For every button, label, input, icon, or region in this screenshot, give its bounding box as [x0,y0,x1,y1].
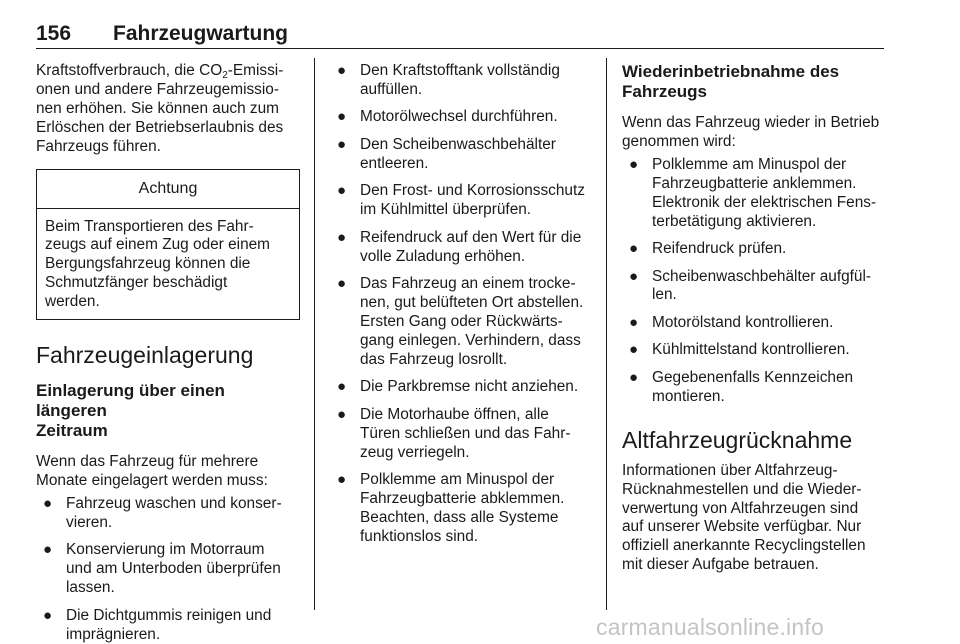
list-item: ● Reifendruck auf den Wert für die volle Zuladung erhöhen. [337,228,582,265]
bullet-icon: ● [337,228,347,246]
list-item: ● Die Dichtgummis reinigen und imprägnieren. [43,606,272,643]
bullet-icon: ● [629,267,639,285]
list-item: ● Das Fahrzeug an einem trocke- nen, gut belüfteten Ort abstellen. Ersten Gang oder Rückwärts- gang einlegen. Verhindern, dass das Fahrzeug losrollt. [337,275,584,368]
bullet-icon: ● [337,108,347,126]
bullet-icon: ● [629,341,639,359]
list-item: ● Den Kraftstofftank vollständig auffüllen. [337,62,560,98]
recommissioning-list [622,156,888,407]
column-divider [314,58,315,610]
recommissioning-intro: Wenn das Fahrzeug wieder in Betrieb genommen wird: [622,114,880,150]
column-middle [330,62,594,547]
warning-text: Beim Transportieren des Fahr- zeugs auf einem Zug oder einem Bergungsfahrzeug können die Schmutzfänger beschädigt werden. [45,217,271,311]
section-heading-storage: Fahrzeugeinlagerung [36,342,254,369]
list-item: ● Polklemme am Minuspol der Fahrzeugbatterie abklemmen. Beachten, dass alle Systeme funktionslos sind. [337,471,565,545]
column-divider [606,58,607,610]
list-item: ● Fahrzeug waschen und konser- vieren. [43,494,282,531]
warning-title: Achtung [37,170,299,209]
bullet-icon: ● [43,606,53,624]
list-item: ● Den Frost- und Korrosionsschutz im Kühlmittel überprüfen. [337,182,585,219]
column-right [622,62,888,575]
list-item: ● Reifendruck prüfen. [629,240,787,258]
subscript-two: 2 [222,70,228,81]
page-number: 156 [36,22,72,45]
bullet-icon: ● [629,240,639,258]
page-header [36,20,884,49]
bullet-icon: ● [337,62,347,79]
storage-list [36,495,300,644]
list-item: ● Die Parkbremse nicht anziehen. [337,378,579,396]
list-item: ● Motorölstand kontrollieren. [629,313,834,331]
storage-intro: Wenn das Fahrzeug für mehrere Monate eingelagert werden muss: [36,453,268,489]
subheading-long-term-storage: Einlagerung über einen längeren Zeitraum [36,381,225,441]
column-left [36,62,300,644]
subheading-recommissioning: Wiederinbetriebnahme des Fahrzeugs [622,62,840,101]
takeback-paragraph: Informationen über Altfahrzeug- Rücknahmestellen und die Wieder- verwertung von Altfahrzeugen sind auf unserer Website verfügbar. Nur offiziell anerkannte Recyclingstellen mit dieser Aufgabe betrauen. [622,461,866,574]
running-title: Fahrzeugwartung [113,22,289,45]
bullet-icon: ● [337,275,347,293]
bullet-icon: ● [337,182,347,200]
list-item: ● Konservierung im Motorraum und am Unterboden überprüfen lassen. [43,541,281,597]
bullet-icon: ● [629,368,639,386]
bullet-icon: ● [337,378,347,396]
bullet-icon: ● [337,405,347,423]
section-heading-vehicle-takeback: Altfahrzeugrücknahme [622,426,853,453]
watermark-text: carmanualsonline.info [596,614,824,640]
bullet-icon: ● [337,471,347,489]
bullet-icon: ● [629,155,639,173]
bullet-icon: ● [337,135,347,153]
list-item: ● Den Scheibenwaschbehälter entleeren. [337,135,556,172]
list-item: ● Motorölwechsel durchführen. [337,108,558,126]
warning-box [36,169,300,321]
intro-paragraph: Kraftstoffverbrauch, die $CO_2-Emissi-$ onen und andere Fahrzeugemissio- nen erhöhen. Sie können auch zum Erlöschen der Betriebserlaubnis des Fahrzeugs führen. [36,62,284,155]
list-item: ● Die Motorhaube öffnen, alle Türen schließen und das Fahr- zeug verriegeln. [337,405,571,461]
list-item: ● Polklemme am Minuspol der Fahrzeugbatterie anklemmen. Elektronik der elektrischen Fens- terbetätigung aktivieren. [629,155,877,230]
bullet-icon: ● [629,313,639,331]
list-item: ● Scheibenwaschbehälter aufgfül- len. [629,267,872,304]
bullet-icon: ● [43,541,53,559]
list-item: ● Gegebenenfalls Kennzeichen montieren. [629,368,854,405]
storage-list-continued [330,62,594,547]
bullet-icon: ● [43,494,53,512]
list-item: ● Kühlmittelstand kontrollieren. [629,341,850,359]
